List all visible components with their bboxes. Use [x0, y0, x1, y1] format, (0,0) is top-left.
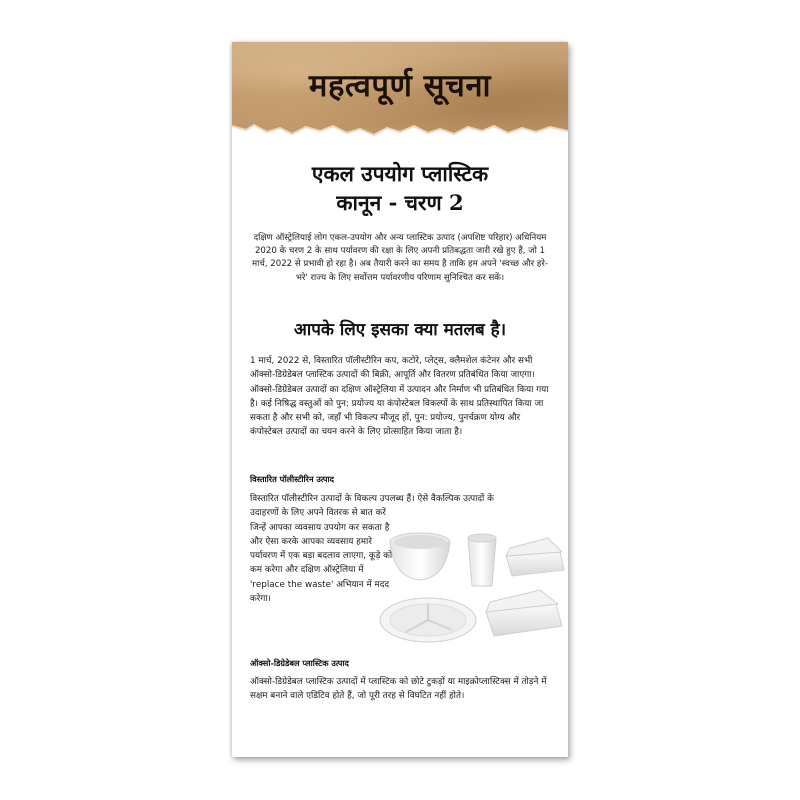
section-body: 1 मार्च, 2022 से, विस्तारित पॉलीस्टीरिन कप, कटोरे, प्लेट्स, क्लैमशेल कंटेनर और सभी ऑक्सो-डिग्रेडेबल प्लास्टिक उत्पादों की बिक्री, आपूर्ति और वितरण प्रतिबंधित किया जाएगा। ऑक्सो-डिग्रेडेबल उत्पादों का दक्षिण ऑस्ट्रेलिया में उत्पादन और निर्माण भी प्रतिबंधित किया गया है। कई निषिद्ध वस्तुओं को पुन: प्रयोज्य या कंपोस्टेबल विकल्पों के साथ प्रतिस्थापित किया जा सकता है और सभी को, जहाँ भी विकल्प मौजूद हों, पुन: प्रयोज्य, पुनर्चक्रण योग्य और कंपोस्टेबल उत्पादों का चयन करने के लिए प्रोत्साहित किया जाता है।: [250, 356, 549, 438]
eps-subheading: विस्तारित पॉलीस्टीरिन उत्पाद: [250, 474, 334, 484]
main-heading-line-2: कानून - चरण 2: [336, 190, 464, 215]
section-heading: आपके लिए इसका क्या मतलब है।: [293, 320, 507, 340]
notice-flyer: [232, 42, 568, 757]
foam-plate: [380, 598, 476, 642]
main-heading-line-1: एकल उपयोग प्लास्टिक: [311, 161, 489, 186]
foam-products-illustration: [372, 508, 568, 648]
foam-clamshell-large: [486, 590, 562, 636]
oxo-subheading: ऑक्सो-डिग्रेडेबल प्लास्टिक उत्पाद: [250, 658, 349, 668]
foam-cup: [468, 534, 496, 586]
foam-clamshell-small: [506, 538, 564, 576]
kraft-paper-banner: [232, 42, 568, 138]
eps-paragraph-rest: उदाहरणों के लिए अपने वितरक से बात करें जिन्हें आपका व्यवसाय उपयोग कर सकता है और ऐसा करके आपका व्यवसाय हमारे पर्यावरण में एक बड़ा बदलाव लाएगा, कूड़े को कम करेगा और दक्षिण ऑस्ट्रेलिया में 'replace the waste' अभियान में मदद करेगा।: [250, 508, 393, 605]
banner-title: महत्वपूर्ण सूचना: [308, 68, 492, 104]
eps-paragraph-line-1: विस्तारित पॉलीस्टीरिन उत्पादों के विकल्प उपलब्ध हैं। ऐसे वैकल्पिक उत्पादों के: [250, 494, 494, 504]
oxo-paragraph: ऑक्सो-डिग्रेडेबल प्लास्टिक उत्पादों में प्लास्टिक को छोटे टुकड़ों या माइक्रोप्लास्टिक्स में तोड़ने में सक्षम बनाने वाले एडिटिव होते हैं, जो पूरी तरह से विघटित नहीं होते।: [250, 677, 547, 702]
intro-paragraph: दक्षिण ऑस्ट्रेलियाई लोग एकल-उपयोग और अन्य प्लास्टिक उत्पाद (अपशिष्ट परिहार) अधिनियम 2020 के चरण 2 के साथ पर्यावरण की रक्षा के लिए अपनी प्रतिबद्धता जारी रखे हुए हैं, जो 1 मार्च, 2022 से प्रभावी हो रहा है। अब तैयारी करने का समय है ताकि हम अपने 'स्वच्छ और हरे-भरे' राज्य के लिए सर्वोत्तम पर्यावरणीय परिणाम सुनिश्चित कर सकें।: [251, 233, 549, 283]
foam-bowl: [390, 533, 450, 580]
